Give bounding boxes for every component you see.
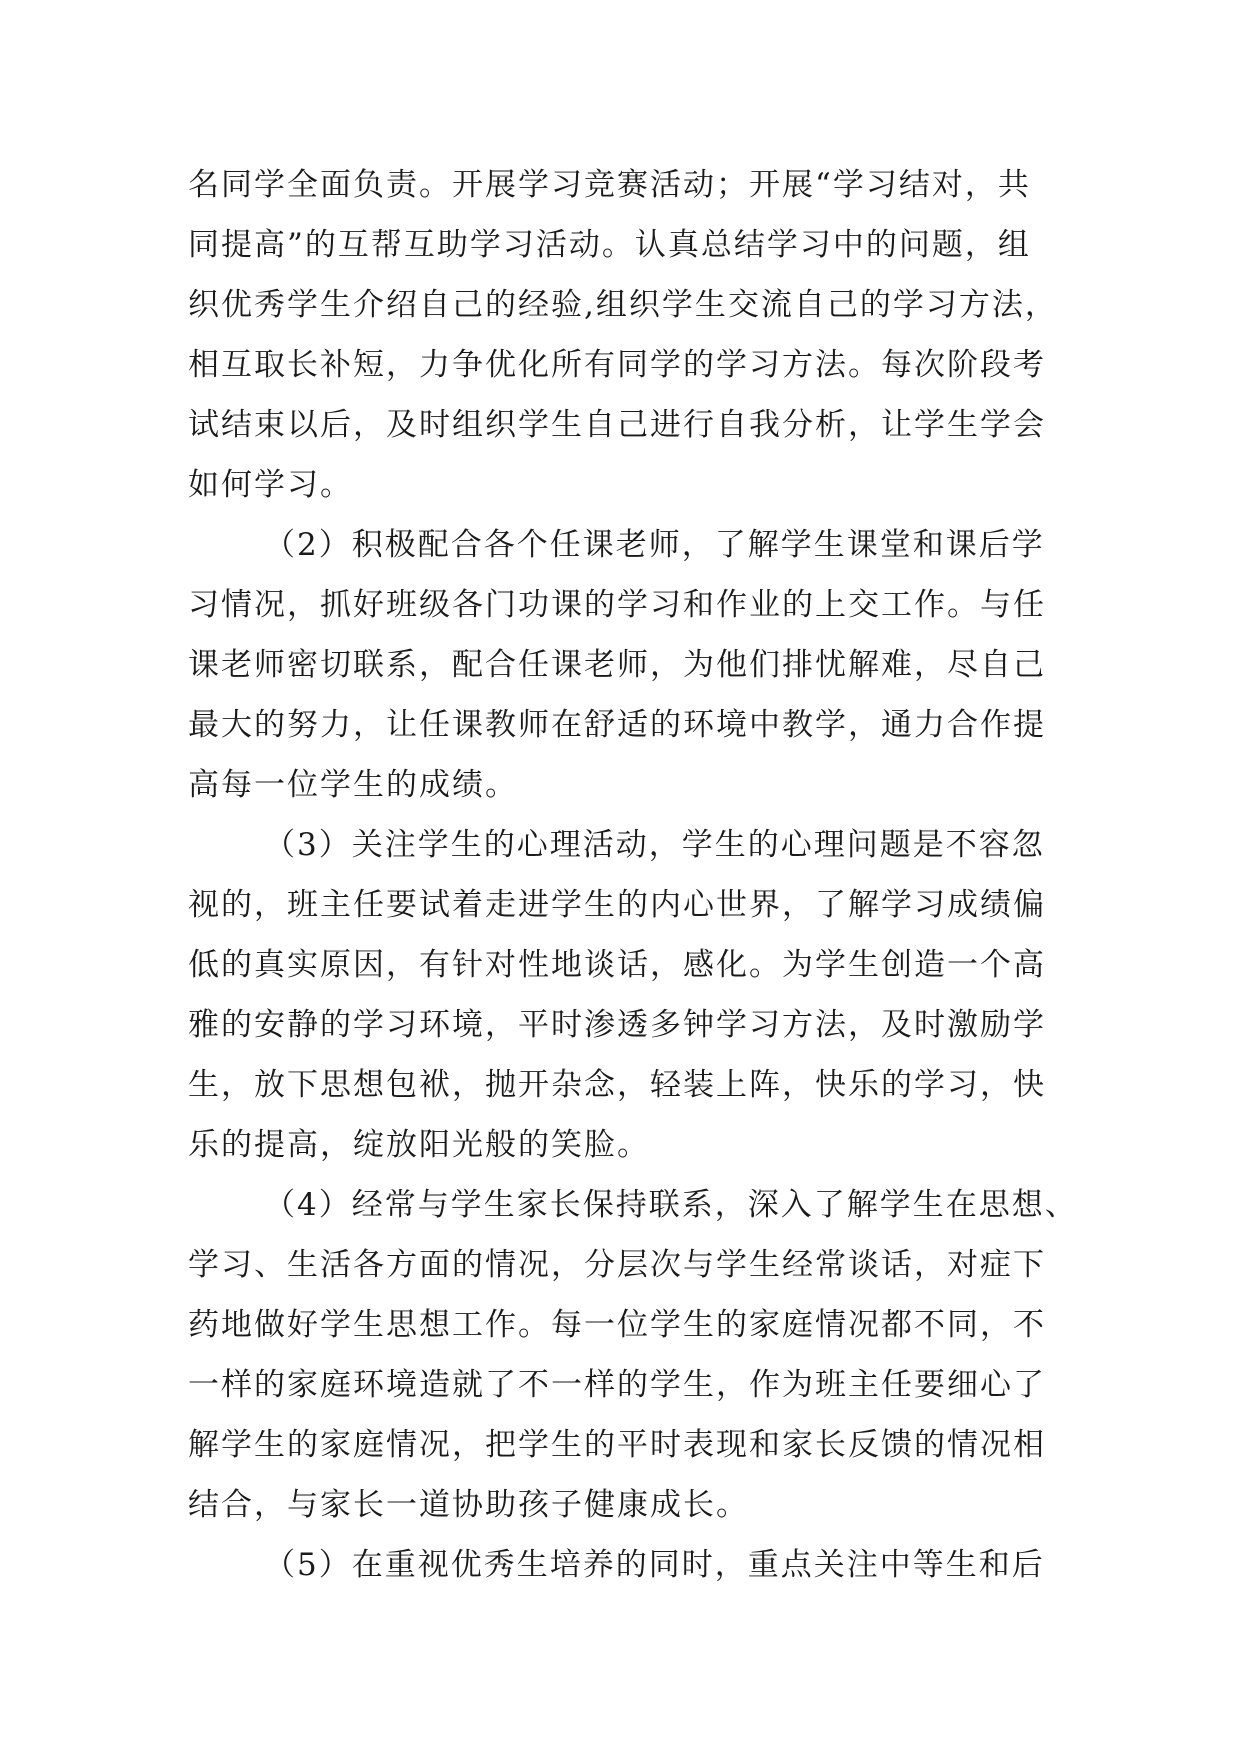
text-line: （5）在重视优秀生培养的同时，重点关注中等生和后 (264, 1547, 1045, 1583)
text-line: 解学生的家庭情况，把学生的平时表现和家长反馈的情况相 (188, 1427, 1046, 1463)
text-line: 同提高”的互帮互助学习活动。认真总结学习中的问题，组 (188, 227, 1031, 263)
text-line: 雅的安静的学习环境，平时渗透多钟学习方法，及时激励学 (188, 1007, 1046, 1043)
text-line: 高每一位学生的成绩。 (188, 767, 518, 803)
paragraph-5 (188, 1535, 1088, 1595)
text-line: （3）关注学生的心理活动，学生的心理问题是不容忽 (264, 827, 1045, 863)
text-line: 一样的家庭环境造就了不一样的学生，作为班主任要细心了 (188, 1367, 1046, 1403)
paragraph-2 (188, 515, 1088, 815)
text-line: 课老师密切联系，配合任课老师，为他们排忧解难，尽自己 (188, 647, 1046, 683)
text-line: 习情况，抓好班级各门功课的学习和作业的上交工作。与任 (188, 587, 1046, 623)
text-line: （2）积极配合各个任课老师，了解学生课堂和课后学 (264, 527, 1045, 563)
paragraph-1 (188, 155, 1088, 515)
text-line: 药地做好学生思想工作。每一位学生的家庭情况都不同，不 (188, 1307, 1046, 1343)
text-line: 试结束以后，及时组织学生自己进行自我分析，让学生学会 (188, 407, 1046, 443)
text-line: 学习、生活各方面的情况，分层次与学生经常谈话，对症下 (188, 1247, 1046, 1283)
text-line: 乐的提高，绽放阳光般的笑脸。 (188, 1127, 650, 1163)
text-line: 最大的努力，让任课教师在舒适的环境中教学，通力合作提 (188, 707, 1046, 743)
text-line: （4）经常与学生家长保持联系，深入了解学生在思想、 (264, 1187, 1078, 1223)
text-line: 低的真实原因，有针对性地谈话，感化。为学生创造一个高 (188, 947, 1046, 983)
text-line: 结合，与家长一道协助孩子健康成长。 (188, 1487, 749, 1523)
document-body (188, 155, 1088, 1595)
text-line: 相互取长补短，力争优化所有同学的学习方法。每次阶段考 (188, 347, 1046, 383)
text-line: 名同学全面负责。开展学习竞赛活动；开展“学习结对，共 (188, 167, 1031, 203)
text-line: 视的，班主任要试着走进学生的内心世界，了解学习成绩偏 (188, 887, 1046, 923)
text-line: 织优秀学生介绍自己的经验,组织学生交流自己的学习方法， (188, 287, 1058, 323)
paragraph-3 (188, 815, 1088, 1175)
text-line: 生，放下思想包袱，抛开杂念，轻装上阵，快乐的学习，快 (188, 1067, 1046, 1103)
paragraph-4 (188, 1175, 1088, 1535)
text-line: 如何学习。 (188, 467, 353, 503)
